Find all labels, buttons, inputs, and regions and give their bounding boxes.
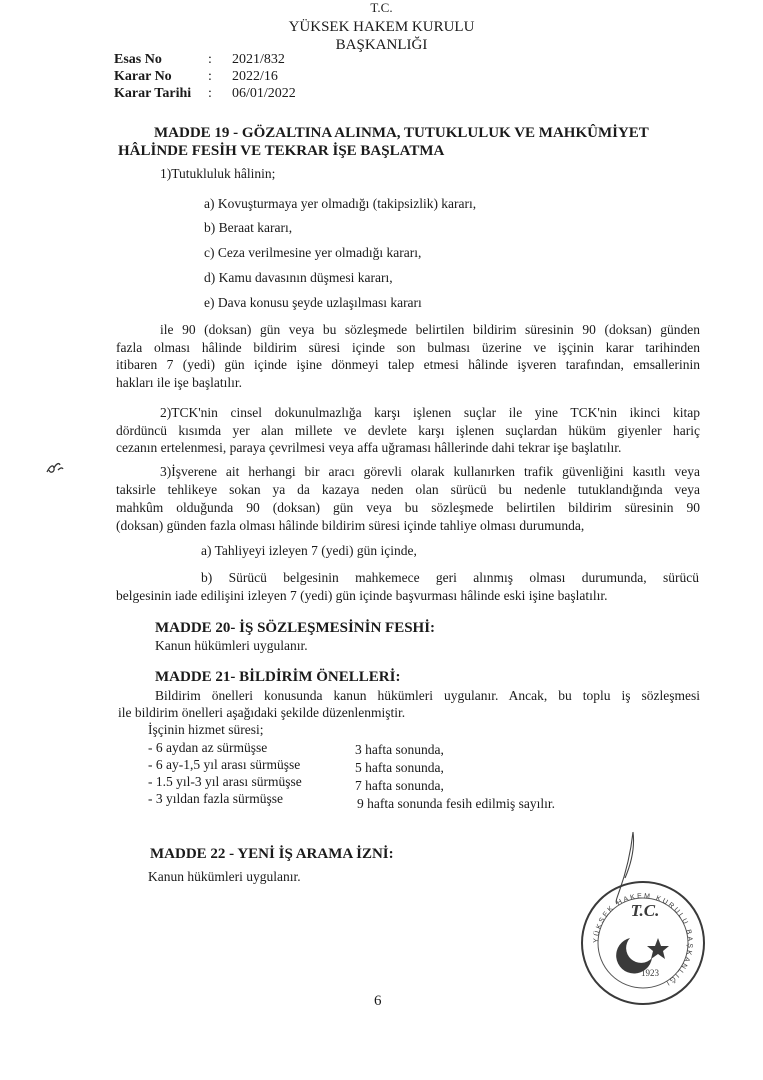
- seal-icon: [578, 878, 708, 1008]
- header-tc: T.C.: [370, 0, 393, 15]
- handwritten-initial-icon: [44, 456, 66, 478]
- article-20-title: MADDE 20- İŞ SÖZLEŞMESİNİN FESHİ:: [155, 620, 436, 636]
- paragraph-line: ile 90 (doksan) gün veya bu sözleşmede belirtilen bildirim süresinin 90 (doksan) günden: [160, 322, 700, 337]
- paragraph-line: cezanın ertelenmesi, paraya çevrilmesi veya affa uğraması hâllerinde dahi tekrar işe başlatılır.: [116, 440, 622, 455]
- article-19-title-line1: MADDE 19 - GÖZALTINA ALINMA, TUTUKLULUK VE MAHKÛMİYET: [154, 125, 649, 141]
- paragraph-line: İşçinin hizmet süresi;: [148, 722, 264, 737]
- meta-sep: :: [208, 86, 212, 101]
- paragraph-1-intro: 1)Tutukluluk hâlinin;: [160, 166, 276, 181]
- article-22-title: MADDE 22 - YENİ İŞ ARAMA İZNİ:: [150, 846, 394, 862]
- svg-text:T.C.: T.C.: [630, 901, 660, 920]
- notice-term: - 6 aydan az sürmüşse: [148, 740, 268, 755]
- official-seal: [578, 878, 708, 1008]
- article-20-text: Kanun hükümleri uygulanır.: [155, 638, 308, 653]
- meta-label-karar: Karar No: [114, 69, 172, 84]
- notice-period: 9 hafta sonunda fesih edilmiş sayılır.: [357, 796, 555, 811]
- notice-term: - 6 ay-1,5 yıl arası sürmüşse: [148, 757, 301, 772]
- list-item: a) Tahliyeyi izleyen 7 (yedi) gün içinde,: [201, 543, 417, 558]
- meta-sep: :: [208, 69, 212, 84]
- svg-text:1923: 1923: [641, 968, 659, 978]
- paragraph-line: 3)İşverene ait herhangi bir aracı görevli olarak kullanırken trafik güvenliğini kasıtlı veya: [160, 464, 700, 479]
- article-22-text: Kanun hükümleri uygulanır.: [148, 869, 301, 884]
- meta-value-karar: 2022/16: [232, 69, 278, 84]
- list-item: b) Beraat kararı,: [204, 220, 293, 235]
- article-21-title: MADDE 21- BİLDİRİM ÖNELLERİ:: [155, 669, 401, 685]
- paragraph-line: mahkûm olduğunda 90 (doksan) gün veya bu sözleşmede belirtilen bildirim süresinin 90: [116, 500, 700, 515]
- list-item: c) Ceza verilmesine yer olmadığı kararı,: [204, 245, 422, 260]
- header-department: BAŞKANLIĞI: [335, 37, 428, 53]
- paragraph-line: (doksan) günden fazla olması hâlinde bildirim süresi içinde tahliye olması durumunda,: [116, 518, 585, 533]
- meta-value-tarih: 06/01/2022: [232, 86, 296, 101]
- header-institution: YÜKSEK HAKEM KURULU: [288, 19, 475, 35]
- page-number: 6: [374, 993, 382, 1009]
- meta-label-tarih: Karar Tarihi: [114, 86, 192, 101]
- paragraph-line: hakları ile işe başlatılır.: [116, 375, 242, 390]
- notice-term: - 1.5 yıl-3 yıl arası sürmüşse: [148, 774, 302, 789]
- paragraph-line: itibaren 7 (yedi) gün içinde işine dönmeyi talep etmesi hâlinde işveren tarafından, emsallerinin: [116, 357, 700, 372]
- meta-value-esas: 2021/832: [232, 52, 285, 67]
- list-item: d) Kamu davasının düşmesi kararı,: [204, 270, 393, 285]
- paragraph-line: dördüncü kısımda yer alan millete ve devlete karşı işlenen suçlardan hüküm giyenler hariç: [116, 423, 700, 438]
- notice-term: - 3 yıldan fazla sürmüşse: [148, 791, 283, 806]
- article-19-title-line2: HÂLİNDE FESİH VE TEKRAR İŞE BAŞLATMA: [118, 143, 445, 159]
- notice-period: 3 hafta sonunda,: [355, 742, 444, 757]
- list-item: a) Kovuşturmaya yer olmadığı (takipsizlik) kararı,: [204, 196, 477, 211]
- paragraph-line: taksirle tehlikeye sokan ya da kazaya neden olan sürücü bu nedenle tutuklandığında veya: [116, 482, 700, 497]
- meta-label-esas: Esas No: [114, 52, 162, 67]
- paragraph-line: belgesinin iade edilişini izleyen 7 (yedi) gün içinde başvurması hâlinde eski işine başlatılır.: [116, 588, 608, 603]
- paragraph-line: ile bildirim önelleri aşağıdaki şekilde düzenlenmiştir.: [118, 705, 406, 720]
- list-item: e) Dava konusu şeyde uzlaşılması kararı: [204, 295, 422, 310]
- paragraph-line: Bildirim önelleri konusunda kanun hükümleri uygulanır. Ancak, bu toplu iş sözleşmesi: [155, 688, 700, 703]
- paragraph-line: fazla olması hâlinde bildirim süresi içinde son bulması üzerine ve işçinin karar tarihinden: [116, 340, 700, 355]
- notice-period: 7 hafta sonunda,: [355, 778, 444, 793]
- svg-text:YÜKSEK HAKEM KURULU BAŞKANLIĞI: YÜKSEK HAKEM KURULU BAŞKANLIĞI: [592, 892, 694, 988]
- paragraph-line: b) Sürücü belgesinin mahkemece geri alınmış olması durumunda, sürücü: [201, 570, 699, 585]
- notice-period: 5 hafta sonunda,: [355, 760, 444, 775]
- paragraph-line: 2)TCK'nin cinsel dokunulmazlığa karşı işlenen suçlar ile yine TCK'nin ikinci kitap: [160, 405, 700, 420]
- meta-sep: :: [208, 52, 212, 67]
